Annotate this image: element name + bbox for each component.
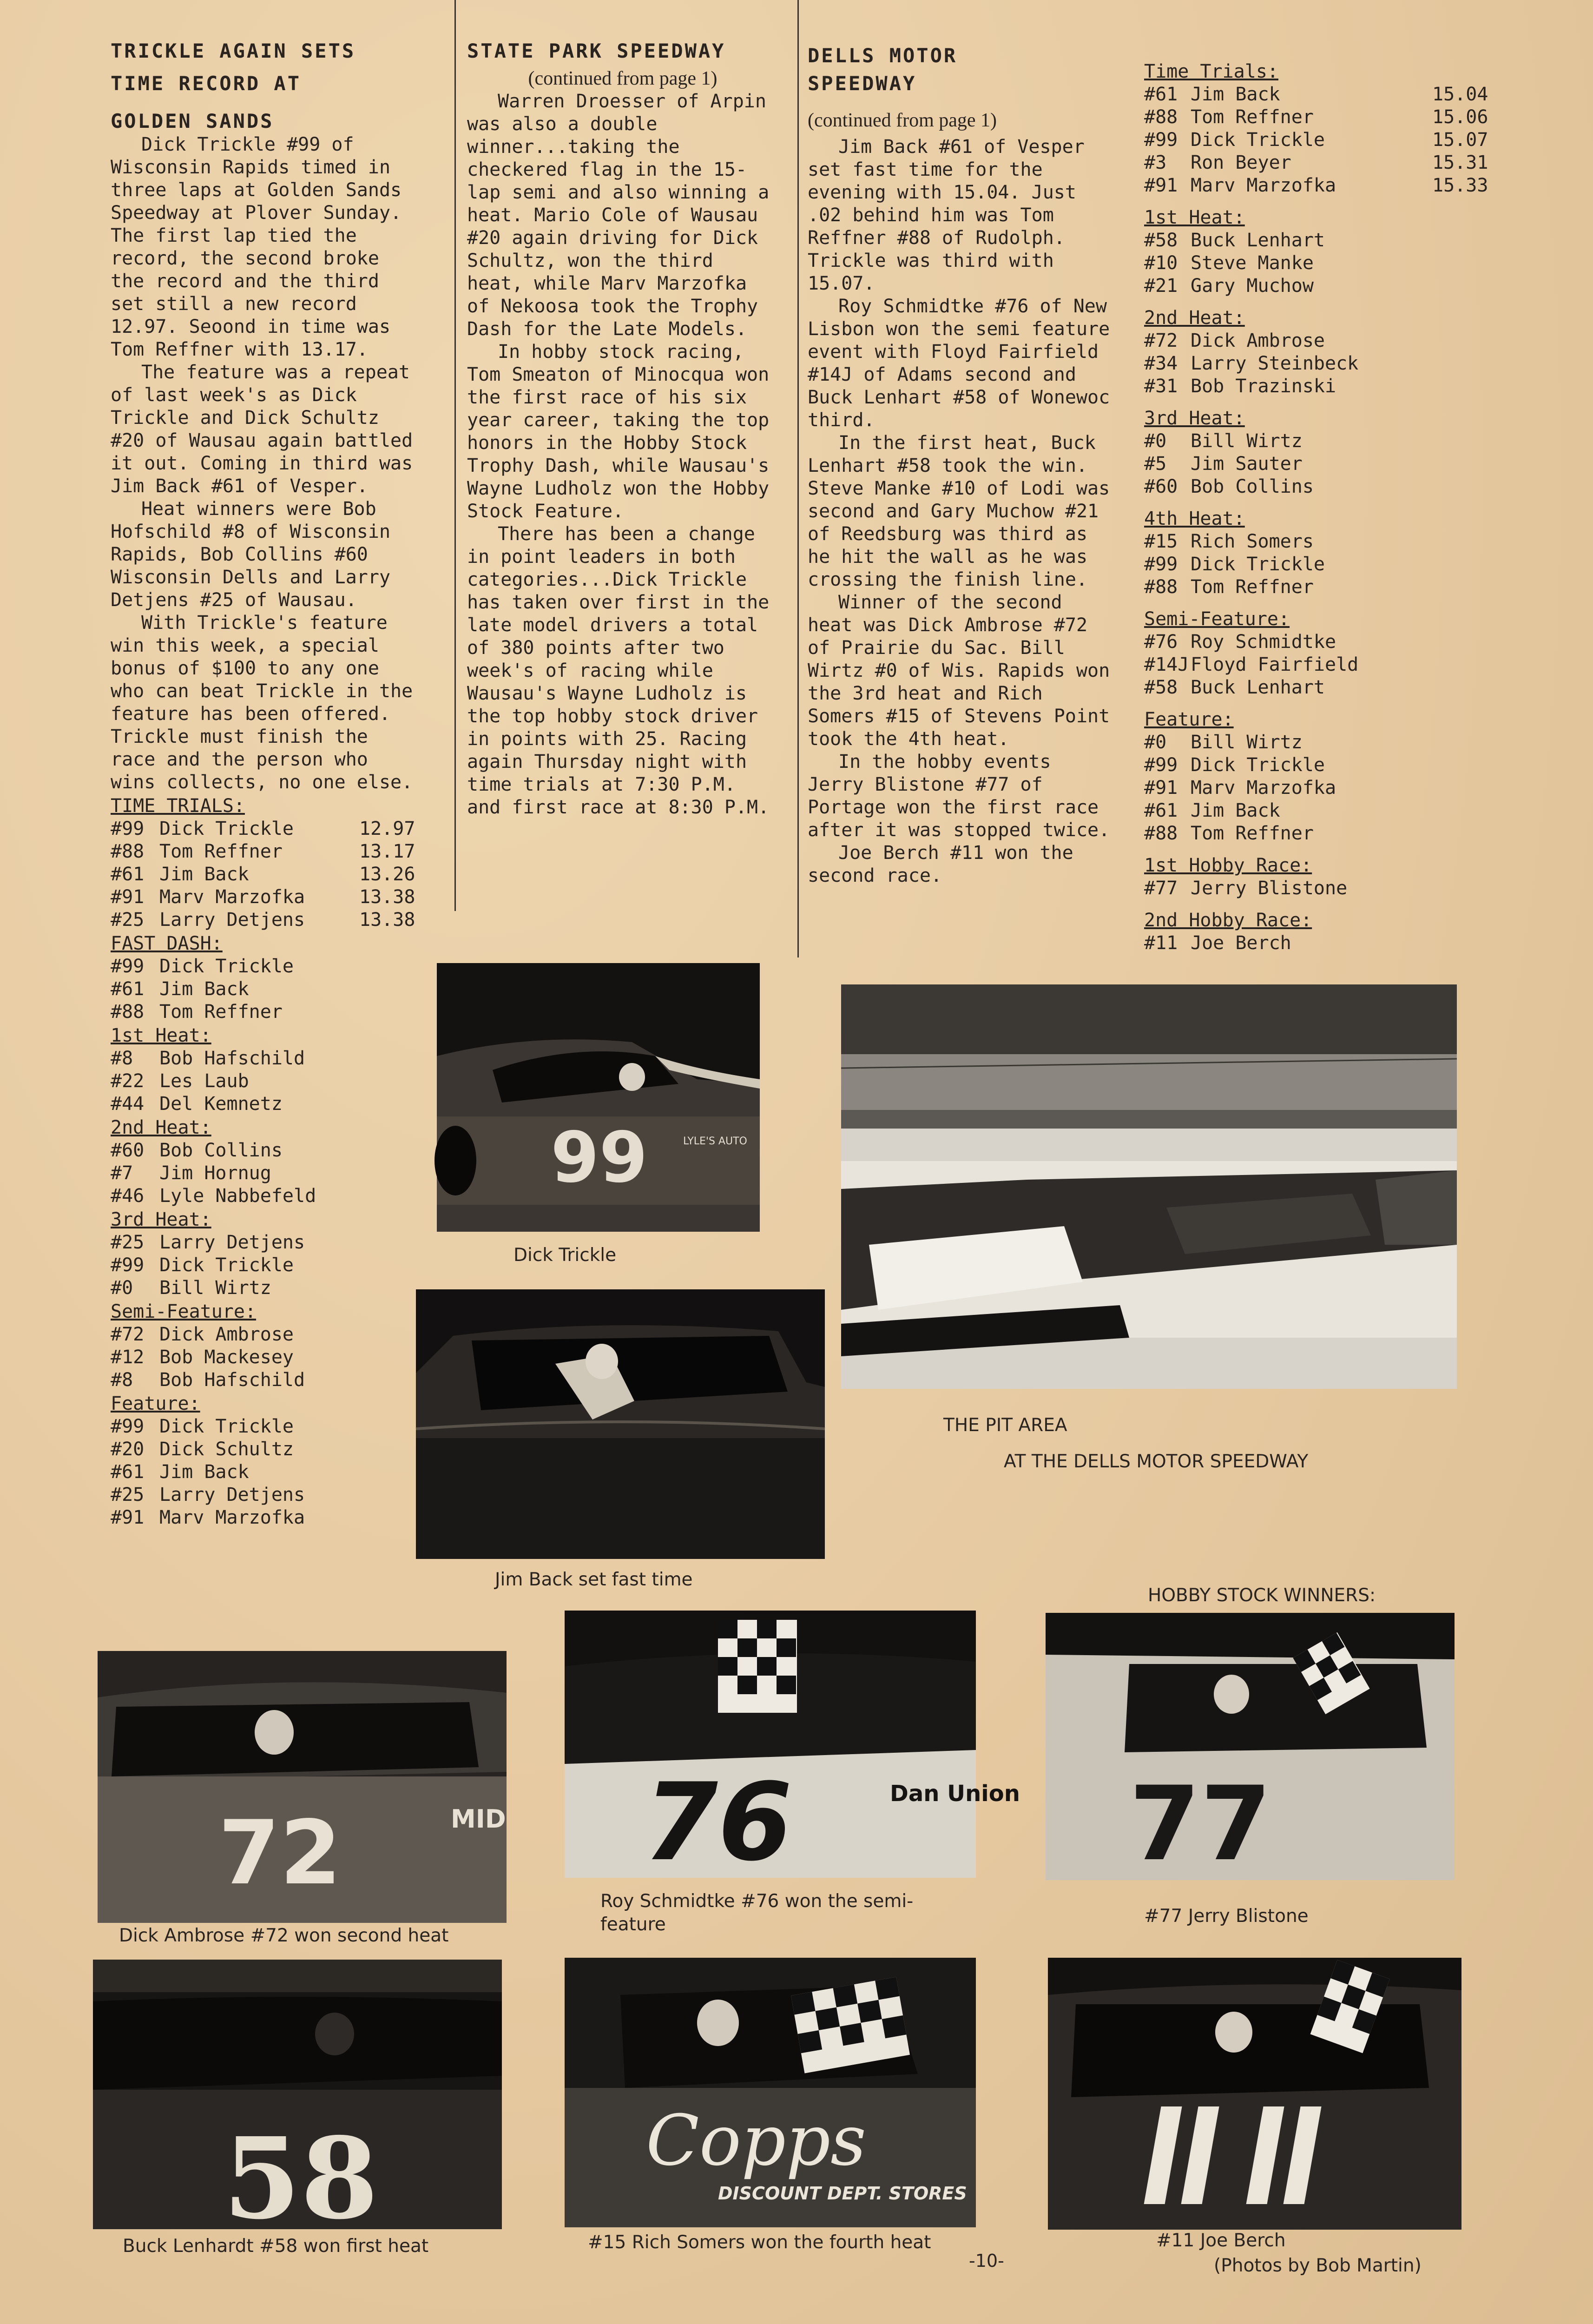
result-row (1144, 576, 1479, 599)
caption: #15 Rich Somers won the fourth heat (588, 2232, 931, 2253)
result-row (1144, 777, 1479, 799)
result-row (1144, 174, 1488, 197)
car-number: #99 (1144, 754, 1178, 776)
result-row (111, 1093, 417, 1116)
sponsor-text: MID (451, 1804, 506, 1834)
paragraph: Dick Trickle #99 of Wisconsin Rapids timed in three laps at Golden Sands Speedway at Plover Sunday. The first lap tied the record, the second broke the record and the third set still a new record 12.97. Seoond in time was Tom Reffner with 13.17. (111, 134, 402, 360)
result-row (1144, 229, 1479, 252)
result-row (1144, 152, 1488, 174)
result-row (1144, 932, 1479, 955)
driver-name: Jim Back (159, 1461, 249, 1483)
driver-name: Marv Marzofka (1191, 175, 1336, 196)
driver-name: Tom Reffner (1191, 106, 1314, 128)
car-number: #88 (111, 1001, 145, 1023)
caption: THE PIT AREA (943, 1415, 1067, 1436)
result-row (1144, 731, 1479, 754)
result-row (111, 818, 417, 840)
car-number: #8 (111, 1048, 133, 1069)
caption: Dick Ambrose #72 won second heat (119, 1925, 449, 1946)
driver-name: Jim Sauter (1191, 453, 1303, 475)
article-state-park (467, 35, 778, 819)
result-row (1144, 275, 1479, 297)
car-number: #31 (1144, 376, 1178, 397)
caption: Roy Schmidtke #76 won the semi-feature (600, 1891, 914, 1935)
paragraph: With Trickle's feature win this week, a special bonus of $100 to any one who can beat Trickle in the feature has been offered. Trickle must finish the race and the person who wins collects, no one else. (111, 612, 413, 793)
driver-name: Larry Detjens (159, 1484, 305, 1505)
caption: Dick Trickle (513, 1245, 617, 1266)
result-row (1144, 475, 1479, 498)
paragraph: In the hobby events Jerry Blistone #77 of Portage won the first race after it was stopped twice. (808, 751, 1110, 841)
driver-name: Larry Detjens (159, 909, 305, 931)
driver-name: Lyle Nabbefeld (159, 1185, 316, 1207)
result-row (111, 909, 417, 931)
results-section-title: Semi-Feature: (1144, 608, 1290, 630)
car-number: #61 (111, 1461, 145, 1483)
lap-time: 15.04 (1432, 84, 1488, 105)
car-number: #14J (1144, 654, 1189, 675)
car-number: #60 (1144, 476, 1178, 497)
driver-name: Dick Ambrose (159, 1324, 294, 1345)
car-number: 77 (1129, 1764, 1272, 1883)
driver-name: Del Kemnetz (159, 1093, 283, 1115)
photo-car-15 (565, 1958, 976, 2227)
driver-name: Marv Marzofka (159, 886, 305, 908)
driver-name: Tom Reffner (159, 841, 283, 862)
headline-line: TRICKLE AGAIN SETS (111, 40, 356, 62)
car-number: #25 (111, 1232, 145, 1253)
paragraph: Heat winners were Bob Hofschild #8 of Wisconsin Rapids, Bob Collins #60 Wisconsin Dells and Larry Detjens #25 of Wausau. (111, 498, 391, 611)
car-number: 76 (644, 1761, 793, 1885)
car-number: #77 (1144, 878, 1178, 899)
driver-name: Gary Muchow (1191, 275, 1314, 297)
results-section-title: Time Trials: (1144, 61, 1278, 82)
car-number: #44 (111, 1093, 145, 1115)
car-number: #60 (111, 1140, 145, 1161)
car-number: #58 (1144, 230, 1178, 251)
result-row (1144, 654, 1479, 676)
photo-car-11 (1048, 1958, 1461, 2230)
car-number: #8 (111, 1369, 133, 1391)
car-number: #25 (111, 1484, 145, 1505)
section-heading: HOBBY STOCK WINNERS: (1148, 1585, 1376, 1606)
photo-car-58 (93, 1960, 502, 2244)
caption: Jim Back set fast time (495, 1569, 693, 1590)
paragraph: The feature was a repeat of last week's as Dick Trickle and Dick Schultz #20 of Wausau again battled it out. Coming in third was Jim Back #61 of Vesper. (111, 362, 413, 497)
result-row (111, 1369, 417, 1392)
result-row (1144, 822, 1479, 845)
continued-note: (continued from page 1) (528, 68, 718, 89)
result-row (111, 1277, 417, 1300)
car-number: #88 (111, 841, 145, 862)
results-section-title: 1st Heat: (1144, 207, 1245, 228)
sponsor-subtext: DISCOUNT DEPT. STORES (718, 2183, 967, 2204)
article-dells (808, 40, 1114, 887)
result-row (1144, 553, 1479, 576)
paragraph: Winner of the second heat was Dick Ambrose #72 of Prairie du Sac. Bill Wirtz #0 of Wis. Rapids won the 3rd heat and Rich Somers #15 of Stevens Point took the 4th heat. (808, 592, 1110, 750)
sponsor-text: Copps (646, 2100, 867, 2181)
results-section-title: 1st Hobby Race: (1144, 855, 1312, 876)
dells-results (1144, 51, 1488, 955)
results-section-title: 3rd Heat: (1144, 408, 1245, 429)
car-number: #88 (1144, 106, 1178, 128)
car-number: #22 (111, 1070, 145, 1092)
result-row (1144, 430, 1479, 453)
headline-line: SPEEDWAY (808, 72, 917, 95)
photo-jim-back (416, 1289, 825, 1559)
result-row (111, 1461, 417, 1484)
car-number: #0 (111, 1277, 133, 1299)
car-number: #21 (1144, 275, 1178, 297)
driver-name: Dick Trickle (159, 1254, 294, 1276)
photo-car-99 (437, 963, 760, 1232)
caption: Buck Lenhardt #58 won first heat (123, 2236, 429, 2257)
result-row (111, 1047, 417, 1070)
driver-name: Buck Lenhart (1191, 230, 1325, 251)
result-row (111, 886, 417, 909)
driver-name: Bob Hafschild (159, 1369, 305, 1391)
driver-name: Bob Collins (159, 1140, 283, 1161)
result-row (1144, 877, 1479, 900)
paragraph: Roy Schmidtke #76 of New Lisbon won the semi feature event with Floyd Fairfield #14J of Adams second and Buck Lenhart #58 of Wonewoc third. (808, 296, 1110, 431)
driver-name: Jim Back (159, 978, 249, 1000)
sponsor-text: Dan Union (890, 1781, 1020, 1807)
driver-name: Bob Hafschild (159, 1048, 305, 1069)
car-number: #91 (1144, 777, 1178, 799)
car-number: 72 (218, 1802, 342, 1904)
driver-name: Ron Beyer (1191, 152, 1291, 173)
driver-name: Jerry Blistone (1191, 878, 1348, 899)
result-row (111, 1162, 417, 1185)
driver-name: Dick Trickle (159, 956, 294, 977)
car-number: #88 (1144, 576, 1178, 598)
driver-name: Dick Trickle (159, 1416, 294, 1437)
paragraph: In the first heat, Buck Lenhart #58 took the win. Steve Manke #10 of Lodi was second and Gary Muchow #21 of Reedsburg was third as he hit the wall as he was crossing the finish line. (808, 432, 1110, 590)
result-row (111, 840, 417, 863)
column-rule-2 (797, 0, 799, 957)
driver-name: Rich Somers (1191, 531, 1314, 552)
result-row (111, 1070, 417, 1093)
driver-name: Marv Marzofka (1191, 777, 1336, 799)
car-number: #58 (1144, 677, 1178, 698)
driver-name: Bill Wirtz (159, 1277, 271, 1299)
result-row (1144, 754, 1479, 777)
car-number: #46 (111, 1185, 145, 1207)
result-row (1144, 330, 1479, 352)
headline-line: TIME RECORD AT (111, 72, 302, 95)
result-row (111, 1139, 417, 1162)
paragraph: There has been a change in point leaders in both categories...Dick Trickle has taken over first in the late model drivers a total of 380 points after two week's of racing while Wausau's Wayne Ludholz is the top hobby stock driver in points with 25. Racing again Thursday night with time trials at 7:30 P.M. and first race at 8:30 P.M. (467, 523, 770, 818)
result-row (1144, 799, 1479, 822)
car-number: #25 (111, 909, 145, 931)
result-row (111, 1484, 417, 1506)
car-number: #72 (111, 1324, 145, 1345)
result-row (1144, 83, 1488, 106)
results-section-title: TIME TRIALS: (111, 795, 245, 817)
driver-name: Bill Wirtz (1191, 732, 1303, 753)
article-golden-sands (111, 35, 417, 1529)
result-row (111, 1438, 417, 1461)
driver-name: Buck Lenhart (1191, 677, 1325, 698)
car-number: #99 (1144, 554, 1178, 575)
headline: STATE PARK SPEEDWAY (467, 40, 726, 62)
driver-name: Tom Reffner (1191, 823, 1314, 844)
car-number: #10 (1144, 252, 1178, 274)
result-row (1144, 375, 1479, 398)
result-row (1144, 453, 1479, 475)
car-number: #76 (1144, 631, 1178, 653)
car-number: #91 (111, 1507, 145, 1528)
result-row (111, 1506, 417, 1529)
car-number: 58 (223, 2113, 378, 2244)
photo-car-72 (98, 1651, 507, 1923)
result-row (111, 978, 417, 1001)
result-row (1144, 631, 1479, 654)
driver-name: Les Laub (159, 1070, 249, 1092)
lap-time: 15.06 (1432, 106, 1488, 128)
car-number: #20 (111, 1439, 145, 1460)
paragraph: Jim Back #61 of Vesper set fast time for the evening with 15.04. Just .02 behind him was Tom Reffner #88 of Rudolph. Trickle was third with 15.07. (808, 136, 1085, 294)
result-row (111, 1323, 417, 1346)
driver-name: Jim Back (1191, 800, 1280, 821)
caption: #77 Jerry Blistone (1144, 1906, 1309, 1927)
driver-name: Larry Detjens (159, 1232, 305, 1253)
headline-line: GOLDEN SANDS (111, 110, 274, 132)
paragraph: In hobby stock racing, Tom Smeaton of Minocqua won the first race of his six year career, taking the top honors in the Hobby Stock Trophy Dash, while Wausau's Wayne Ludholz won the Hobby Stock Feature. (467, 341, 770, 522)
paragraph: Warren Droesser of Arpin was also a double winner...taking the checkered flag in the 15-lap semi and also winning a heat. Mario Cole of Wausau #20 again driving for Dick Schultz, won the third heat, while Marv Marzofka of Nekoosa took the Trophy Dash for the Late Models. (467, 91, 770, 340)
driver-name: Dick Ambrose (1191, 330, 1325, 351)
result-row (111, 955, 417, 978)
car-number: #61 (111, 978, 145, 1000)
headline-line: DELLS MOTOR (808, 44, 958, 67)
lap-time: 15.33 (1432, 175, 1488, 196)
lap-time: 15.31 (1432, 152, 1488, 173)
result-row (111, 1185, 417, 1208)
result-row (1144, 676, 1479, 699)
car-number: #15 (1144, 531, 1178, 552)
photo-car-76 (565, 1611, 1020, 1885)
result-row (111, 1231, 417, 1254)
lap-time: 13.17 (359, 841, 415, 862)
results-table (1144, 60, 1488, 955)
driver-name: Roy Schmidtke (1191, 631, 1336, 653)
driver-name: Larry Steinbeck (1191, 353, 1359, 374)
driver-name: Joe Berch (1191, 932, 1291, 954)
driver-name: Dick Schultz (159, 1439, 294, 1460)
page-number: -10- (969, 2251, 1004, 2271)
car-number: #72 (1144, 330, 1178, 351)
result-row (1144, 530, 1479, 553)
column-rule-1 (454, 0, 456, 911)
lap-time: 13.26 (359, 864, 415, 885)
result-row (1144, 352, 1479, 375)
results-section-title: 2nd Heat: (1144, 307, 1245, 329)
results-section-title: Semi-Feature: (111, 1301, 257, 1322)
car-number: #7 (111, 1162, 133, 1184)
result-row (111, 863, 417, 886)
car-number: #99 (111, 818, 145, 839)
driver-name: Bob Collins (1191, 476, 1314, 497)
driver-name: Dick Trickle (1191, 754, 1325, 776)
lap-time: 13.38 (359, 886, 415, 908)
car-number: #34 (1144, 353, 1178, 374)
car-number: #99 (111, 1254, 145, 1276)
car-number: #99 (1144, 129, 1178, 151)
results-section-title: 3rd Heat: (111, 1209, 211, 1230)
car-number: 99 (551, 1117, 648, 1198)
car-number: #5 (1144, 453, 1167, 475)
lap-time: 15.07 (1432, 129, 1488, 151)
driver-name: Tom Reffner (1191, 576, 1314, 598)
driver-name: Marv Marzofka (159, 1507, 305, 1528)
result-row (1144, 129, 1488, 152)
driver-name: Jim Back (1191, 84, 1280, 105)
driver-name: Jim Hornug (159, 1162, 271, 1184)
driver-name: Bob Mackesey (159, 1347, 294, 1368)
results-section-title: FAST DASH: (111, 933, 223, 954)
driver-name: Dick Trickle (159, 818, 294, 839)
driver-name: Bob Trazinski (1191, 376, 1336, 397)
paragraph: Joe Berch #11 won the second race. (808, 842, 1073, 886)
results-section-title: Feature: (1144, 709, 1234, 730)
driver-name: Jim Back (159, 864, 249, 885)
car-number: #0 (1144, 732, 1167, 753)
result-row (111, 1346, 417, 1369)
car-number: #99 (111, 956, 145, 977)
car-number: #3 (1144, 152, 1167, 173)
car-number: #61 (111, 864, 145, 885)
caption: #11 Joe Berch (1156, 2230, 1286, 2251)
caption: AT THE DELLS MOTOR SPEEDWAY (1004, 1451, 1309, 1472)
driver-name: Dick Trickle (1191, 554, 1325, 575)
results-section-title: 1st Heat: (111, 1025, 211, 1046)
photo-credit: (Photos by Bob Martin) (1214, 2255, 1422, 2276)
photo-car-77 (1046, 1613, 1455, 1883)
results-table (111, 795, 417, 1529)
car-number: #88 (1144, 823, 1178, 844)
car-number: #91 (1144, 175, 1178, 196)
result-row (111, 1254, 417, 1277)
results-section-title: Feature: (111, 1393, 200, 1414)
photo-pit-area (841, 984, 1457, 1389)
car-number: #61 (1144, 800, 1178, 821)
result-row (1144, 252, 1479, 275)
driver-name: Floyd Fairfield (1191, 654, 1359, 675)
result-row (111, 1415, 417, 1438)
lap-time: 12.97 (359, 818, 415, 839)
decal-text: LYLE'S AUTO (683, 1136, 747, 1147)
car-number: #61 (1144, 84, 1178, 105)
results-section-title: 2nd Hobby Race: (1144, 910, 1312, 931)
driver-name: Steve Manke (1191, 252, 1314, 274)
result-row (1144, 106, 1488, 129)
car-number: #11 (1144, 932, 1178, 954)
results-section-title: 4th Heat: (1144, 508, 1245, 529)
lap-time: 13.38 (359, 909, 415, 931)
car-number: #91 (111, 886, 145, 908)
continued-note: (continued from page 1) (808, 110, 997, 131)
driver-name: Dick Trickle (1191, 129, 1325, 151)
result-row (111, 1001, 417, 1023)
driver-name: Tom Reffner (159, 1001, 283, 1023)
car-number: #0 (1144, 430, 1167, 452)
car-number: #99 (111, 1416, 145, 1437)
car-number: #12 (111, 1347, 145, 1368)
results-section-title: 2nd Heat: (111, 1117, 211, 1138)
driver-name: Bill Wirtz (1191, 430, 1303, 452)
